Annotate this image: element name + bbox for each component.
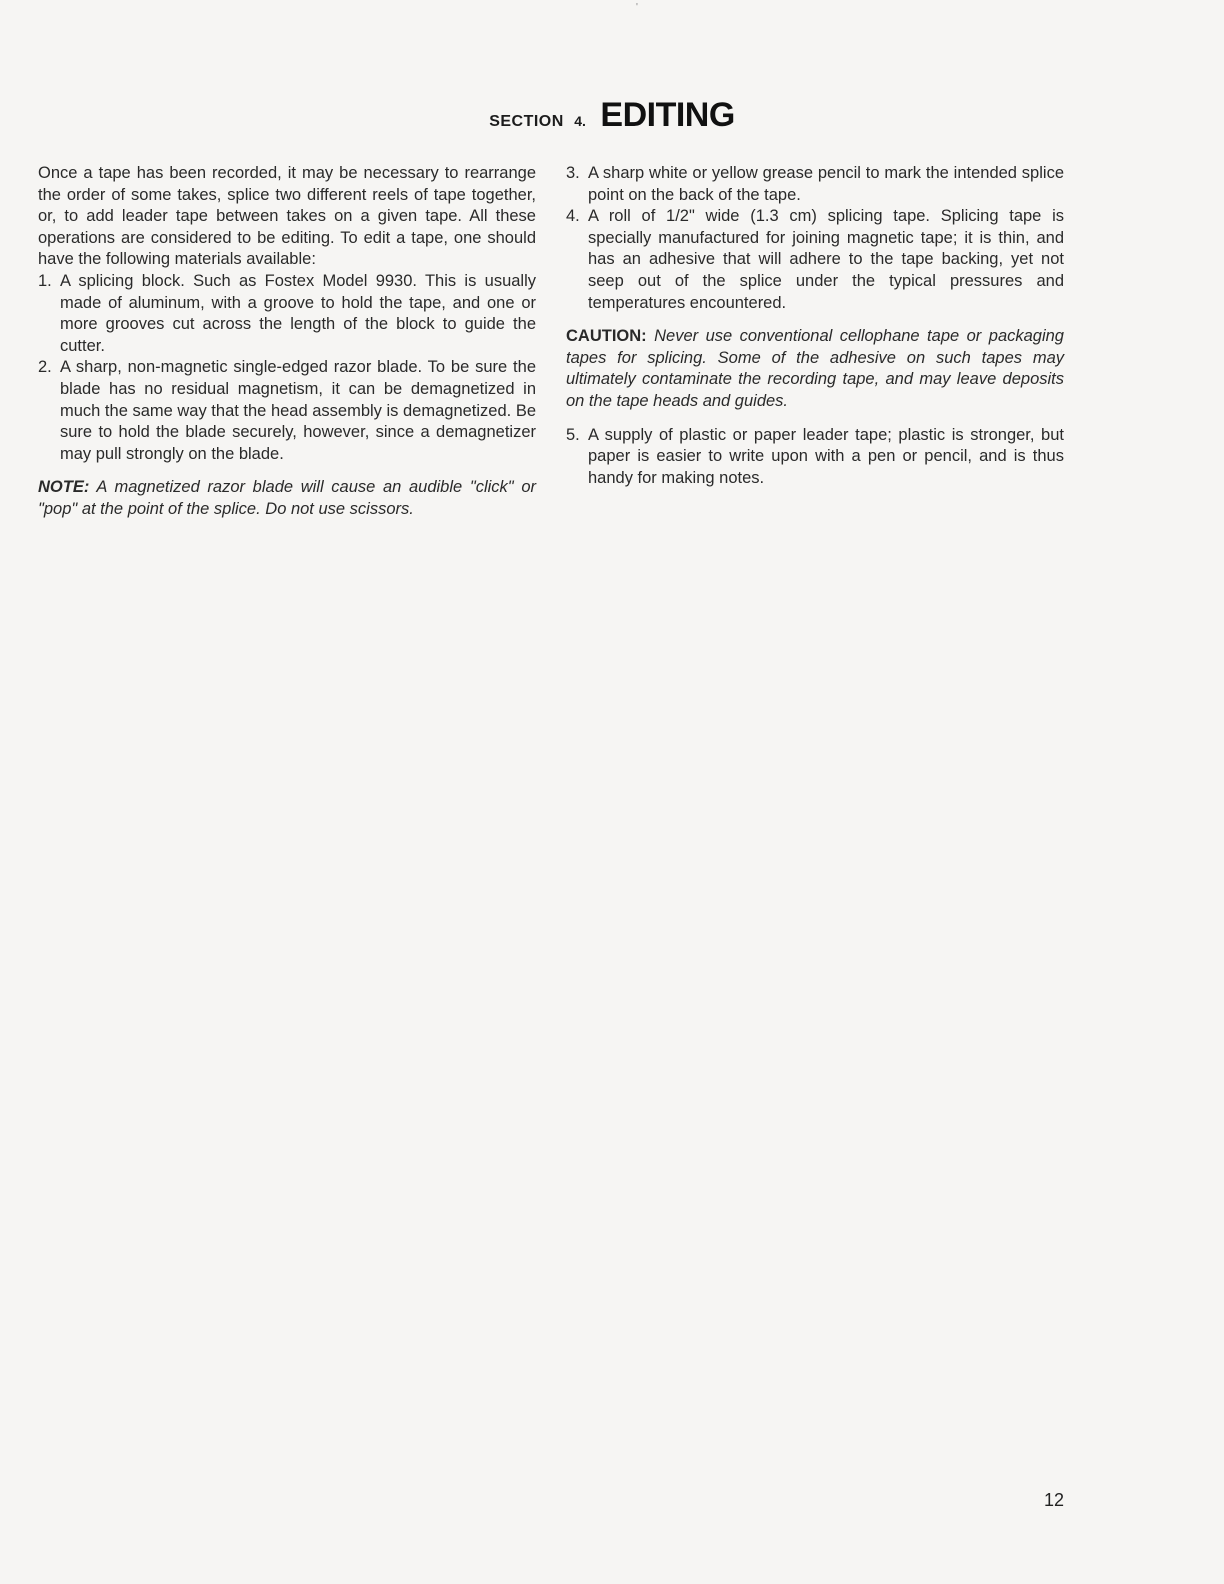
- list-item-text: A roll of 1/2" wide (1.3 cm) splicing tape. Splicing tape is specially manufactured for joining magnetic tape; it is thin, and has an adhesive that will adhere to the tape backing, yet not seep out of the splice under the typical pressures and temperatures encountered.: [588, 207, 1064, 312]
- list-item-text: A sharp white or yellow grease pencil to mark the intended splice point on the back of the tape.: [588, 164, 1064, 204]
- page-number: 12: [1044, 1490, 1065, 1510]
- list-item-3: [566, 163, 1064, 206]
- caution-label: CAUTION:: [566, 327, 647, 346]
- list-number: 5.: [566, 425, 580, 444]
- note-paragraph: [38, 477, 536, 520]
- list-number: 3.: [566, 164, 580, 182]
- section-title: EDITING: [600, 96, 735, 134]
- left-column: [38, 163, 536, 521]
- caution-text: Never use conventional cellophane tape or packaging tapes for splicing. Some of the adhesive on such tapes may ultimately contaminate the recording tape, and may leave deposits on the tape heads and guides.: [566, 327, 1064, 410]
- list-item-2: [38, 357, 536, 465]
- list-number: 2.: [38, 358, 52, 377]
- list-number: 1.: [38, 271, 52, 290]
- intro-paragraph: Once a tape has been recorded, it may be necessary to rearrange the order of some takes, splice two different reels of tape together, or, to add leader tape between takes on a given tape. All these operations are considered to be editing. To edit a tape, one should have the following materials available:: [38, 164, 536, 269]
- list-item-text: A splicing block. Such as Fostex Model 9930. This is usually made of aluminum, with a groove to hold the tape, and one or more grooves cut across the length of the block to guide the cutter.: [60, 271, 536, 355]
- list-item-text: A sharp, non-magnetic single-edged razor blade. To be sure the blade has no residual magnetism, it can be demagnetized in much the same way that the head assembly is demagnetized. Be sure to hold the blade securely, however, since a demagnetizer may pull strongly on the blade.: [60, 358, 537, 463]
- list-item-4: [566, 206, 1064, 314]
- right-column: [566, 163, 1064, 489]
- section-header: [0, 96, 1224, 135]
- caution-paragraph: [566, 326, 1064, 412]
- list-number: 4.: [566, 207, 580, 226]
- list-item-1: [38, 271, 536, 357]
- list-item-text: A supply of plastic or paper leader tape; plastic is stronger, but paper is easier to write upon with a pen or pencil, and is thus handy for making notes.: [588, 425, 1064, 487]
- note-label: NOTE:: [38, 478, 90, 497]
- section-label: SECTION: [489, 113, 564, 130]
- section-number: 4.: [574, 113, 586, 129]
- scan-mark: ': [636, 2, 638, 13]
- list-item-5: [566, 425, 1064, 490]
- note-text: A magnetized razor blade will cause an audible "click" or "pop" at the point of the splice. Do not use scissors.: [38, 478, 536, 518]
